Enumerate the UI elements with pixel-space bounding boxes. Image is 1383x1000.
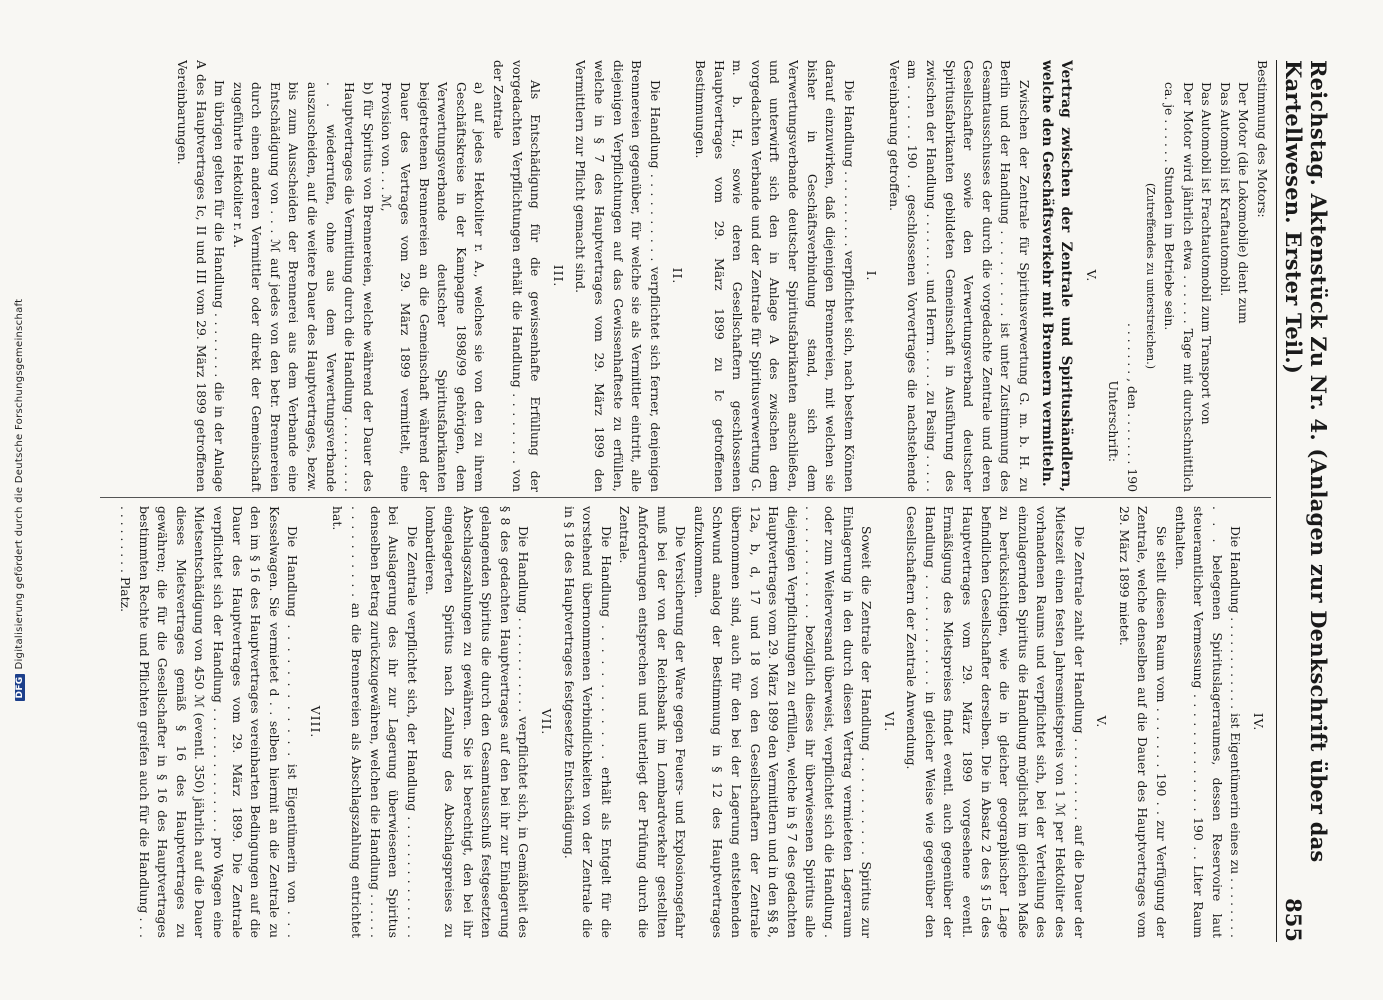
left-list-item: Der Motor wird jährlich etwa . . . . . . Tage mit durchschnittlich ca. je . . . . . . Stunden im Betriebe sein.	[1162, 82, 1196, 492]
right-paragraph: Soweit die Zentrale der Handlung . . . . . . . . . . Spiritus zur Einlagerung in den durch diesen Vertrag vermieteten Lagerraum oder zum Weiterversand überweist, verpflichtet sich die Handlung . . . . . . . . . . . . bezüglich dieses ihr überwiesenen Spiritus alle diejenigen Verpflichtungen zu erfüllen, welche in § 7 des gedachten Hauptvertrages vom 29. März 1899 den Vermittlern und in den §§ 8, 12a, b, d, 17 und 18 von den Gesellschaftern der Zentrale übernommen sind, auch für den bei der Lagerung entstehenden Schwund analog der Bestimmung in § 12 des Hauptvertrages aufzukommen.	[691, 506, 875, 938]
right-paragraph: Die Handlung . . . . . . . . . . . . verpflichtet sich, in Gemäßheit des § 8 des gedachten Hauptvertrages auf den bei ihr zur Einlagerung gelangenden Spiritus die durch den Gesamtausschuß festgesetzten Abschlagszahlungen zu gewähren. Sie ist berechtigt, den bei ihr eingelagerten Spiritus nach Zahlung des Abschlagspreises zu lombardieren.	[423, 506, 532, 938]
page-header	[1276, 60, 1331, 942]
right-section-number: VIII.	[307, 705, 323, 739]
left-paragraph: Zwischen der Zentrale für Spiritusverwertung G. m. b. H. zu Berlin und der Handlung . . . . . . . . . ist unter Zustimmung des Gesamtausschusses der durch die vorgedachte Zentrale und deren Gesellschafter sowie den Verwertungsverband deutscher Spiritusfabrikanten gebildeten Gemeinschaft in Ausführung des zwischen der Handlung . . . . . . . . und Herrn . . . . . zu Pasing . . . . . am . . . . . . 190 . . geschlossenen Vorvertrages die nachstehende Vereinbarung getroffen.	[886, 60, 1033, 492]
left-paragraph: Die Handlung . . . . . . . . . . verpflichtet sich ferner, denjenigen Brennereien gegenüber, für welche sie als Vermittler eintritt, alle diejenigen Verpflichtungen auf das Gewissenhafteste zu erfüllen, welche in § 7 des Hauptvertrages vom 29. März 1899 den Vermittlern zur Pflicht gemacht sind.	[573, 60, 663, 492]
left-note-text: (Zutreffendes zu unterstreichen.)	[1144, 182, 1158, 370]
left-paragraph: Die Handlung . . . . . . . . . . verpflichtet sich, nach bestem Können darauf einzuwirken, daß diejenigen Brennereien, mit welchen sie bisher in Geschäftsverbindung stand, sich dem Verwertungsverbande deutscher Spiritusfabrikanten anschließen, und unterwirft sich den in Anlage A des zwischen dem vorgedachten Verbande und der Zentrale für Spiritusverwertung G. m. b. H., sowie deren Gesellschaftern geschlossenen Hauptvertrages vom 29. März 1899 zu Ic getroffenen Bestimmungen.	[692, 60, 857, 492]
right-paragraph: Die Handlung . . . . . . . . . . . . erhält als Entgelt für die vorstehend übernommenen Verbindlichkeiten von der Zentrale die in § 18 des Hauptvertrages festgesetzte Entschädigung.	[561, 506, 614, 938]
left-section-number: V.	[1083, 269, 1099, 283]
footer-text: Digitalisierung gefördert durch die Deutsche Forschungsgemeinschaft	[14, 298, 25, 670]
left-paragraph: Im übrigen gelten für die Handlung . . . . . . . . die in der Anlage A des Hauptvertrages Ic, II und III vom 29. März 1899 getroffenen Vereinbarungen.	[174, 60, 228, 492]
left-list-item: b) für Spiritus von Brennereien, welche während der Dauer des Hauptvertrages die Vermittlung durch die Handlung . . . . . . . . . . . . wiederrufen, ohne aus dem Verwertungsverbande auszuscheiden, auf die weitere Dauer des Hauptvertrages, bezw. bis zum Ausscheiden der Brennerei aus dem Verbande eine Entschädigung von . . . ℳ auf jedes von den betr. Brennereien durch einen anderen Vermittler oder direkt der Gemeinschaft zugeführte Hektoliter r. A.	[230, 82, 376, 492]
left-paragraph: Bestimmung des Motors:	[1255, 60, 1270, 218]
dfg-logo: DFG	[15, 674, 25, 702]
left-list-item: Das Automobil ist Kraftautomobil.	[1217, 82, 1233, 297]
right-section-number: VII.	[539, 708, 555, 736]
left-section-number: I.	[864, 270, 880, 282]
left-date-line: . . . . . . . , den . . . . . . . 190	[1124, 323, 1140, 492]
left-signature-line: Unterschrift:	[1106, 380, 1122, 462]
right-section-number: IV.	[1251, 712, 1266, 732]
footer-credit	[14, 0, 28, 1000]
right-section-number: VI.	[881, 711, 897, 733]
right-paragraph: Die Handlung . . . . . . . . . . . . ist Eigentümerin von . . . Kesselwagen. Sie vermietet d . . selben hiermit an die Zentrale zu den im § 16 des Hauptvertrages vereinbarten Bedingungen auf die Dauer des Hauptvertrages vom 29. März 1899. Die Zentrale verpflichtet sich der Handlung . . . . . . . . . . . . . . pro Wagen eine Mietsentschädigung von 450 ℳ (eventl. 350) jährlich auf die Dauer dieses Mietsvertrages gemäß § 16 des Hauptvertrages zu gewähren; die für die Gesellschafter in § 16 des Hauptvertrages bestimmten Rechte und Pflichten greifen auch für die Handlung . . . . . . . . . . . . Platz.	[117, 506, 301, 938]
right-paragraph: Die Versicherung der Ware gegen Feuers- und Explosionsgefahr muß bei der von der Reichsbank im Lombardverkehr gestellten Anforderungen entsprechen und unterliegt der Prüfung durch die Zentrale.	[617, 506, 689, 938]
left-column	[88, 60, 1271, 492]
left-list-item: a) auf jedes Hektoliter r. A., welches sie von den zu ihrem Geschäftskreise in der Kampagne 1898/99 gehörigen, dem Verwertungsverbande deutscher Spiritusfabrikanten beigetretenen Brennereien an die Gemeinschaft während der Dauer des Vertrages vom 29. März 1899 vermittelt, eine Provision von . . . ℳ,	[379, 82, 488, 492]
column-divider	[100, 497, 1271, 498]
right-paragraph: Die Zentrale zahlt der Handlung . . . . . . . . . . auf die Dauer der Mietszeit einen festen Jahresmietspreis von 1 ℳ per Hektoliter des vorhandenen Raums und verpflichtet sich, bei der Verteilung des einzulagernden Spiritus die Handlung möglichst im gleichen Maße zu berücksichtigen, wie die in gleicher geographischer Lage befindlichen Gesellschafter derselben. Die in Absatz 2 des § 15 des Hauptvertrages vom 29. März 1899 vorgesehene eventl. Ermäßigung des Mietspreises findet eventl. auch gegenüber der Handlung . . . . . . . . . . . in gleicher Weise wie gegenüber den Gesellschaftern der Zentrale Anwendung.	[904, 506, 1087, 938]
left-section-heading: Vertrag zwischen der Zentrale und Spiritushändlern, welche den Geschäftsverkehr mit Brennern vermitteln.	[1039, 60, 1075, 492]
right-paragraph: Sie stellt diesen Raum vom . . . . . . . 190 . . zur Verfügung der Zentrale, welche denselben auf die Dauer des Hauptvertrages vom 29. März 1899 mietet.	[1116, 506, 1170, 938]
left-paragraph: Als Entschädigung für die gewissenhafte Erfüllung der vorgedachten Verpflichtungen erhält die Handlung . . . . . . . . von der Zentrale	[491, 60, 544, 492]
left-section-number: III.	[550, 264, 566, 288]
left-section-number: II.	[670, 267, 686, 285]
page-number: 855	[1281, 898, 1306, 942]
right-paragraph: Die Zentrale verpflichtet sich, der Handlung . . . . . . . . . . . . . . bei Auslagerung des ihr zur Lagerung überwiesenen Spiritus denselben Betrag zurückzugewähren, welchen die Handlung . . . . . . . . . . . . . . . . an die Brennereien als Abschlagszahlung entrichtet hat.	[330, 506, 420, 938]
left-list-item: Der Motor (die Lokomobile) dient zum	[1236, 82, 1252, 324]
right-column	[88, 506, 1271, 938]
right-paragraph: Die Handlung . . . . . . . . . . . . ist Eigentümerin eines zu . . . . . . . . . . . belegenen Spirituslagerraumes, dessen Reservoire laut steueramtlicher Vermessung . . . . . . . . . . . . . 190 . . Liter Raum enthalten.	[1172, 506, 1244, 938]
left-list-item: Das Automobil ist Frachtautomobil zum Transport von	[1199, 82, 1215, 425]
right-section-number: V.	[1094, 715, 1110, 729]
page-title: Reichstag. Aktenstück Zu Nr. 4. (Anlagen zur Denkschrift über das Kartellwesen. Erster Teil.)	[1281, 60, 1331, 863]
